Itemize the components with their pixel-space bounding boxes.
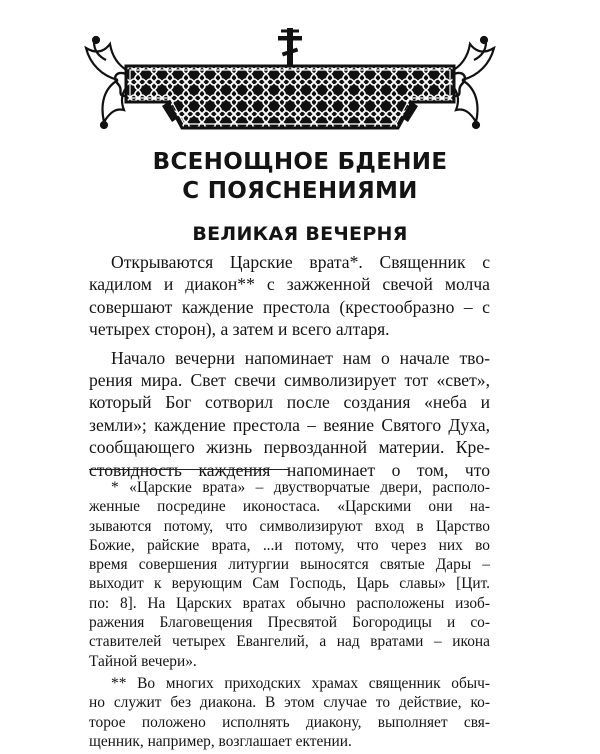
footnote-separator (89, 469, 289, 470)
footnote-line: щенник, например, возглашает ектении. (89, 732, 352, 750)
text-line: который Бог сотворил после создания «неба и (89, 392, 490, 413)
footnote-line: время совершения литургии выносятся святые Дары – (89, 556, 490, 574)
footnote-line: женные посредине иконостаса. «Царскими они на- (89, 498, 490, 516)
text-line: сообщающего жизнь первозданной материи. Кре- (89, 437, 490, 458)
footnote-line: торое положено исполнять диакону, выполняет свя- (89, 713, 490, 731)
cross-icon (278, 28, 302, 66)
text-line: стовидность каждения напоминает о том, что (89, 459, 490, 480)
paragraph-2 (89, 347, 490, 481)
text-line: Начало вечерни напоминает нам о начале тво- (111, 347, 490, 368)
left-flourish-icon (86, 37, 130, 128)
right-flourish-icon (450, 37, 494, 128)
footnote-line: ставителей четырех Евангелий, а над вратами – икона (89, 633, 490, 651)
footnote-line: зываются потому, что символизируют вход в Царство (89, 517, 490, 535)
page-title (0, 148, 600, 206)
text-line: Открываются Царские врата*. Священник с (111, 252, 490, 272)
footnote-1 (89, 478, 490, 671)
page-title-line-1: ВСЕНОЩНОЕ БДЕНИЕ (152, 149, 448, 175)
footnote-line: Божие, райские врата, ...и потому, что через них во (89, 536, 490, 554)
footnote-line: ражения Благовещения Пресвятой Богородицы и со- (89, 614, 490, 632)
ornament-headpiece (82, 26, 498, 136)
text-line: рения мира. Свет свечи символизирует тот «свет», (89, 370, 490, 391)
text-line: кадилом и диакон** с зажженной свечой молча (89, 274, 490, 295)
text-line: земли»; каждение престола – веяние Святого Духа, (89, 414, 490, 435)
footnote-line: но служит без диакона. В этом случае то действие, ко- (89, 694, 490, 712)
footnote-2 (89, 674, 490, 751)
footnote-line: * «Царские врата» – двустворчатые двери, располо- (111, 479, 490, 496)
footnote-line: по: 8]. На Царских вратах обычно расположены изоб- (89, 594, 490, 612)
footnote-line: ** Во многих приходских храмах священник обыч- (111, 674, 490, 692)
text-line: совершают каждение престола (крестообразно – с (89, 296, 490, 317)
text-line: четырех сторон), а затем и всего алтаря. (89, 319, 390, 340)
paragraph-1 (89, 251, 490, 341)
footnote-line: выходит к верующим Сам Господь, Царь славы» [Цит. (89, 575, 490, 593)
footnotes (89, 478, 490, 754)
footnote-line: Тайной вечери». (89, 652, 197, 670)
section-title: ВЕЛИКАЯ ВЕЧЕРНЯ (192, 223, 408, 245)
body-text (89, 251, 490, 487)
page-title-line-2: С ПОЯСНЕНИЯМИ (182, 178, 418, 204)
